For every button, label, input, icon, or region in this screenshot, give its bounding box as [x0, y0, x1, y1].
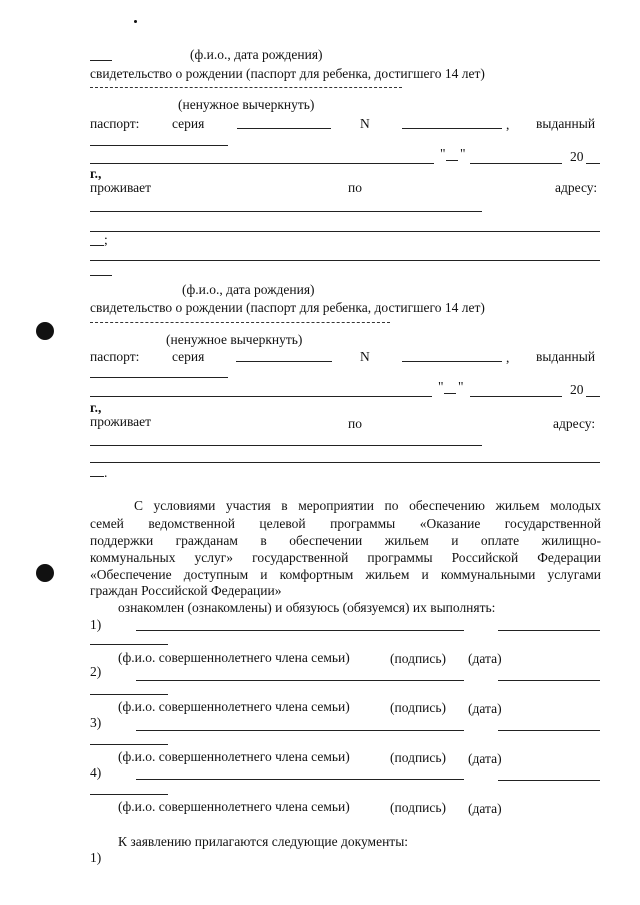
- address-field-1[interactable]: [90, 445, 482, 446]
- document-fill-line[interactable]: [90, 87, 402, 88]
- comma: ,: [506, 117, 510, 132]
- signatory-date-caption: (дата): [468, 701, 502, 716]
- fio-hint: (ф.и.о., дата рождения): [182, 282, 315, 297]
- year-field[interactable]: [586, 396, 600, 397]
- number-field[interactable]: [402, 128, 502, 129]
- month-field[interactable]: [470, 163, 562, 164]
- address-field-4[interactable]: [90, 260, 600, 261]
- address-field-1[interactable]: [90, 211, 482, 212]
- end-mark: .: [104, 465, 108, 480]
- signatory-signature-caption: (подпись): [390, 800, 447, 815]
- signatory-fio-caption: (ф.и.о. совершеннолетнего члена семьи): [118, 650, 350, 665]
- quote-open: ": [440, 146, 446, 161]
- signatory-number: 3): [90, 715, 102, 730]
- address-field-5[interactable]: [90, 275, 112, 276]
- signatory-extra-field[interactable]: [90, 744, 168, 745]
- issued-label: выданный: [536, 116, 596, 131]
- quote-close: ": [458, 379, 464, 394]
- signatory-fio-caption: (ф.и.о. совершеннолетнего члена семьи): [118, 799, 350, 814]
- number-field[interactable]: [402, 361, 502, 362]
- signatory-fio-caption: (ф.и.о. совершеннолетнего члена семьи): [118, 749, 350, 764]
- quote-open: ": [438, 379, 444, 394]
- signatory-number: 2): [90, 664, 102, 679]
- series-label: серия: [172, 116, 205, 131]
- signatory-extra-field[interactable]: [90, 694, 168, 695]
- attachments-item-1: 1): [90, 850, 102, 865]
- address-field-2[interactable]: [90, 231, 600, 232]
- address-label: адресу:: [553, 416, 596, 431]
- lives-label: проживает: [90, 180, 152, 195]
- conditions-line-1: С условиями участия в мероприятии по обеспечению жильем молодых: [134, 498, 601, 513]
- passport-label: паспорт:: [90, 116, 140, 131]
- signatory-signature-caption: (подпись): [390, 700, 447, 715]
- comma: ,: [506, 350, 510, 365]
- acknowledge-text: ознакомлен (ознакомлены) и обязуюсь (обязуемся) их выполнять:: [118, 600, 496, 615]
- signatory-number: 4): [90, 765, 102, 780]
- year-prefix: 20: [570, 149, 584, 164]
- series-label: серия: [172, 349, 205, 364]
- signatory-fio-caption: (ф.и.о. совершеннолетнего члена семьи): [118, 699, 350, 714]
- signatory-signature-caption: (подпись): [390, 750, 447, 765]
- quote-close: ": [460, 146, 466, 161]
- fio-line[interactable]: [90, 60, 112, 61]
- signatory-extra-field[interactable]: [90, 794, 168, 795]
- issuer-field-a[interactable]: [90, 377, 228, 378]
- address-field-3[interactable]: [90, 476, 104, 477]
- issuer-field-b[interactable]: [90, 396, 432, 397]
- conditions-line-3: поддержки гражданам в обеспечении жильем и оплате жилищно-: [90, 533, 601, 548]
- day-field[interactable]: [446, 160, 458, 161]
- at-label: по: [348, 180, 362, 195]
- address-field-3[interactable]: [90, 245, 104, 246]
- conditions-line-4: коммунальных услуг» государственной программы Российской Федерации: [90, 550, 601, 565]
- signatory-signature-caption: (подпись): [390, 651, 447, 666]
- attachments-intro: К заявлению прилагаются следующие документы:: [118, 834, 409, 849]
- document-line: свидетельство о рождении (паспорт для ребенка, достигшего 14 лет): [90, 300, 485, 315]
- document-fill-line[interactable]: [90, 322, 390, 323]
- passport-label: паспорт:: [90, 349, 140, 364]
- conditions-line-2: семей ведомственной целевой программы «Оказание государственной: [90, 516, 601, 531]
- number-label: N: [360, 116, 370, 131]
- signatory-date-caption: (дата): [468, 751, 502, 766]
- signatory-extra-field[interactable]: [90, 644, 168, 645]
- city-label: г.,: [90, 400, 102, 415]
- lives-label: проживает: [90, 414, 152, 429]
- punch-hole-bottom: [36, 564, 54, 582]
- signatory-name-field[interactable]: [136, 630, 464, 631]
- signatory-name-field[interactable]: [136, 779, 464, 780]
- city-label: г.,: [90, 166, 102, 181]
- series-field[interactable]: [237, 128, 331, 129]
- address-field-2[interactable]: [90, 462, 600, 463]
- series-field[interactable]: [236, 361, 332, 362]
- day-field[interactable]: [444, 393, 456, 394]
- signatory-number: 1): [90, 617, 102, 632]
- signatory-date-caption: (дата): [468, 651, 502, 666]
- year-field[interactable]: [586, 163, 600, 164]
- at-label: по: [348, 416, 362, 431]
- conditions-line-5: «Обеспечение доступным и комфортным жильем и коммунальными услугами: [90, 567, 601, 582]
- address-label: адресу:: [555, 180, 598, 195]
- signatory-date-field[interactable]: [498, 730, 600, 731]
- fio-hint: (ф.и.о., дата рождения): [190, 47, 323, 62]
- number-label: N: [360, 349, 370, 364]
- document-line: свидетельство о рождении (паспорт для ребенка, достигшего 14 лет): [90, 66, 485, 81]
- punch-hole-top: [36, 322, 54, 340]
- signatory-date-field[interactable]: [498, 630, 600, 631]
- signatory-name-field[interactable]: [136, 680, 464, 681]
- issued-label: выданный: [536, 349, 596, 364]
- conditions-line-6: граждан Российской Федерации»: [90, 583, 282, 598]
- issuer-field-a[interactable]: [90, 145, 228, 146]
- strike-hint: (ненужное вычеркнуть): [178, 97, 315, 112]
- signatory-name-field[interactable]: [136, 730, 464, 731]
- month-field[interactable]: [470, 396, 562, 397]
- scan-speck: [134, 20, 137, 23]
- issuer-field-b[interactable]: [90, 163, 434, 164]
- signatory-date-field[interactable]: [498, 680, 600, 681]
- end-mark: ;: [104, 232, 108, 247]
- signatory-date-caption: (дата): [468, 801, 502, 816]
- year-prefix: 20: [570, 382, 584, 397]
- signatory-date-field[interactable]: [498, 780, 600, 781]
- strike-hint: (ненужное вычеркнуть): [166, 332, 303, 347]
